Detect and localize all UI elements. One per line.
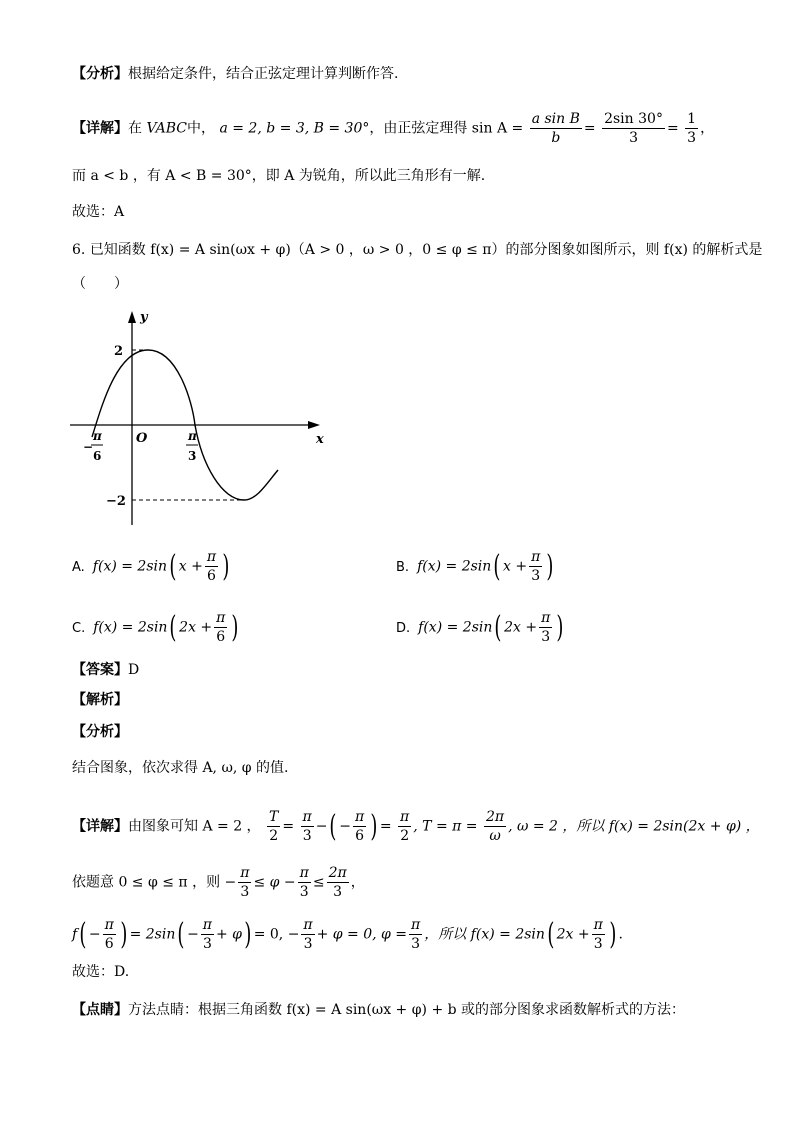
- x-axis-label: x: [316, 432, 324, 447]
- dianjing-tag: 【点睛】: [72, 1002, 128, 1018]
- dianjing-text: 方法点睛：根据三角函数 f(x) = A sin(ωx + φ) + b 或的部分图象求函数解析式的方法：: [128, 1002, 686, 1018]
- detail-mid: 中，: [186, 120, 215, 137]
- detail-6-line-2: 依题意 0 ≤ φ ≤ π ，则 − $\frac{\pi}{3}$ ≤ φ − $\frac{\pi}{3}$ ≤ $\frac{2\pi}{3}$ ，: [72, 865, 365, 900]
- jiexi-tag: 【解析】: [72, 692, 128, 708]
- answer-row: [72, 660, 139, 680]
- sine-law-text: ，由正弦定理得 sin A =: [369, 120, 524, 137]
- fenxi-tag: 【分析】: [72, 724, 128, 740]
- answer-tag: 【答案】: [72, 662, 128, 678]
- question-number: 6.: [72, 242, 86, 258]
- y-axis-label: y: [140, 310, 148, 325]
- dianjing-row: [72, 1000, 685, 1020]
- answer-value: D: [128, 662, 140, 678]
- x-right-den: 3: [188, 449, 197, 463]
- detail-line-2: 而 a < b ，有 A < B = 30°，即 A 为锐角，所以此三角形有一解.: [72, 168, 486, 184]
- x-left-num: π: [93, 429, 102, 443]
- y-axis-arrow: [128, 311, 136, 323]
- question-text: 已知函数 f(x) = A sin(ωx + φ)（A > 0 ，ω > 0 ，0 ≤ φ ≤ π）的部分图象如图所示，则 f(x) 的解析式是: [89, 242, 763, 258]
- fenxi-row: [72, 722, 128, 742]
- detail-6-tag: 【详解】: [72, 818, 128, 835]
- y-min-label: −2: [106, 494, 126, 509]
- option-a[interactable]: A. f(x) = 2sin( x + $\frac{\pi}{6}$ ): [72, 548, 230, 584]
- answer-line-6: 故选：D.: [72, 964, 130, 980]
- detail-6-line-1: 【详解】由图象可知 A = 2 ， $\frac{T}{2}$ = $\frac{\pi}{3}$ −( − $\frac{\pi}{6}$ ) = $\frac{\pi}{2}$ , T = π = $\frac{2\pi}{\omega}$ , ω = 2 ，所以 f(x) = 2sin(2x + φ) ，: [72, 808, 760, 844]
- question-6-bracket: （ ）: [72, 276, 128, 292]
- detail-tag: 【详解】: [72, 120, 128, 137]
- option-c[interactable]: C. f(x) = 2sin( 2x + $\frac{\pi}{6}$ ): [72, 609, 239, 645]
- x-left-den: 6: [93, 449, 102, 463]
- x-axis-arrow: [308, 421, 320, 429]
- x-right-num: π: [188, 429, 197, 443]
- fraction-asinb-b: $\frac{\text{a sin B}}{b}$: [531, 111, 580, 146]
- answer-line-5: 故选：A: [72, 204, 125, 220]
- fenxi-text: 结合图象，依次求得 A, ω, φ 的值.: [72, 760, 289, 776]
- detail-6-line-3: f( − $\frac{\pi}{6}$ ) = 2sin( − $\frac{\pi}{3}$ + φ) = 0, − $\frac{\pi}{3}$ + φ = 0, φ = $\frac{\pi}{3}$ ，所以 f(x) = 2sin( 2x + $\frac{\pi}{3}$ ) .: [72, 916, 623, 952]
- fraction-1-3: $\frac{1}{3}$: [687, 111, 697, 146]
- x-left-sign: −: [83, 440, 94, 454]
- sine-graph: [62, 305, 342, 535]
- y-max-label: 2: [114, 344, 124, 359]
- given-values: a = 2, b = 3, B = 30°: [219, 120, 370, 137]
- detail-line-1: 【详解】在 VABC中， a = 2, b = 3, B = 30°，由正弦定理得 sin A = $\frac{\text{a sin B}}{b}$ = $\frac{2\sin 30^\circ}{3}$ = $\frac{1}{3}$ ，: [72, 111, 715, 146]
- triangle-label: VABC: [146, 120, 187, 137]
- analysis-text: 根据给定条件，结合正弦定理计算判断作答.: [128, 66, 399, 82]
- origin-label: O: [136, 431, 148, 446]
- fraction-2sin30-3: $\frac{2\sin 30^\circ}{3}$: [604, 111, 663, 146]
- analysis-tag: 【分析】: [72, 66, 128, 82]
- question-6-stem: [72, 240, 762, 260]
- jiexi-row: [72, 690, 128, 710]
- option-b[interactable]: B. f(x) = 2sin( x + $\frac{\pi}{3}$ ): [396, 548, 554, 584]
- detail-pre: 在: [128, 120, 142, 137]
- option-d[interactable]: D. f(x) = 2sin( 2x + $\frac{\pi}{3}$ ): [396, 609, 564, 645]
- analysis-line-1: [72, 64, 398, 84]
